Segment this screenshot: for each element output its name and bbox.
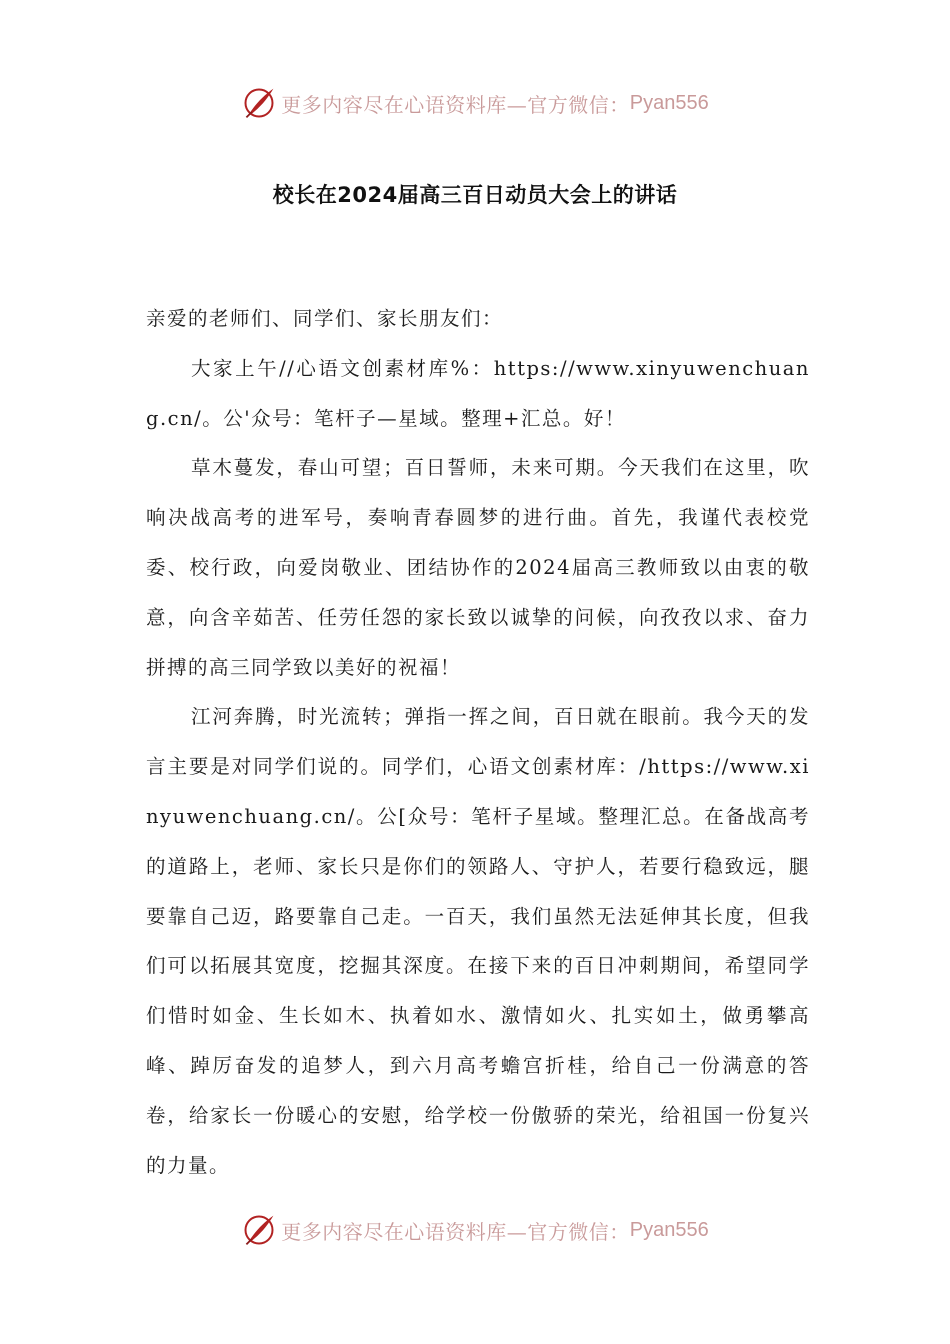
paragraph: 大家上午//心语文创素材库%：https://www.xinyuwenchuang.cn/。公'众号：笔杆子—星域。整理+汇总。好！ — [146, 356, 810, 430]
paragraph: 草木蔓发，春山可望；百日誓师，未来可期。今天我们在这里，吹响决战高考的进军号，奏响青春圆梦的进行曲。首先，我谨代表校党委、校行政，向爱岗敬业、团结协作的2024届高三教师致以由衷的敬意，向含辛茹苦、任劳任怨的家长致以诚挚的问候，向孜孜以求、奋力拼搏的高三同学致以美好的祝福！ — [146, 456, 810, 679]
document-title: 校长在2024届高三百日动员大会上的讲话 — [272, 183, 678, 207]
document-body — [146, 294, 810, 1190]
footer-watermark — [0, 1210, 950, 1250]
watermark-text: 更多内容尽在心语资料库—官方微信： — [281, 92, 630, 117]
quill-pen-logo-icon — [241, 1212, 277, 1248]
watermark-wechat-id: Pyan556 — [629, 91, 709, 114]
paragraph: 江河奔腾，时光流转；弹指一挥之间，百日就在眼前。我今天的发言主要是对同学们说的。同学们，心语文创素材库：/https://www.xinyuwenchuang.cn/。公[众号：笔杆子星域。整理汇总。在备战高考的道路上，老师、家长只是你们的领路人、守护人，若要行稳致远，腿要靠自己迈，路要靠自己走。一百天，我们虽然无法延伸其长度，但我们可以拓展其宽度，挖掘其深度。在接下来的百日冲刺期间，希望同学们惜时如金、生长如木、执着如水、激情如火、扎实如土，做勇攀高峰、踔厉奋发的追梦人，到六月高考蟾宫折桂，给自己一份满意的答卷，给家长一份暖心的安慰，给学校一份傲骄的荣光，给祖国一份复兴的力量。 — [146, 705, 810, 1177]
salutation: 亲爱的老师们、同学们、家长朋友们： — [146, 307, 504, 330]
watermark-text: 更多内容尽在心语资料库—官方微信： — [281, 1219, 630, 1244]
header-watermark — [0, 83, 950, 123]
watermark-wechat-id: Pyan556 — [629, 1218, 709, 1241]
quill-pen-logo-icon — [241, 85, 277, 121]
